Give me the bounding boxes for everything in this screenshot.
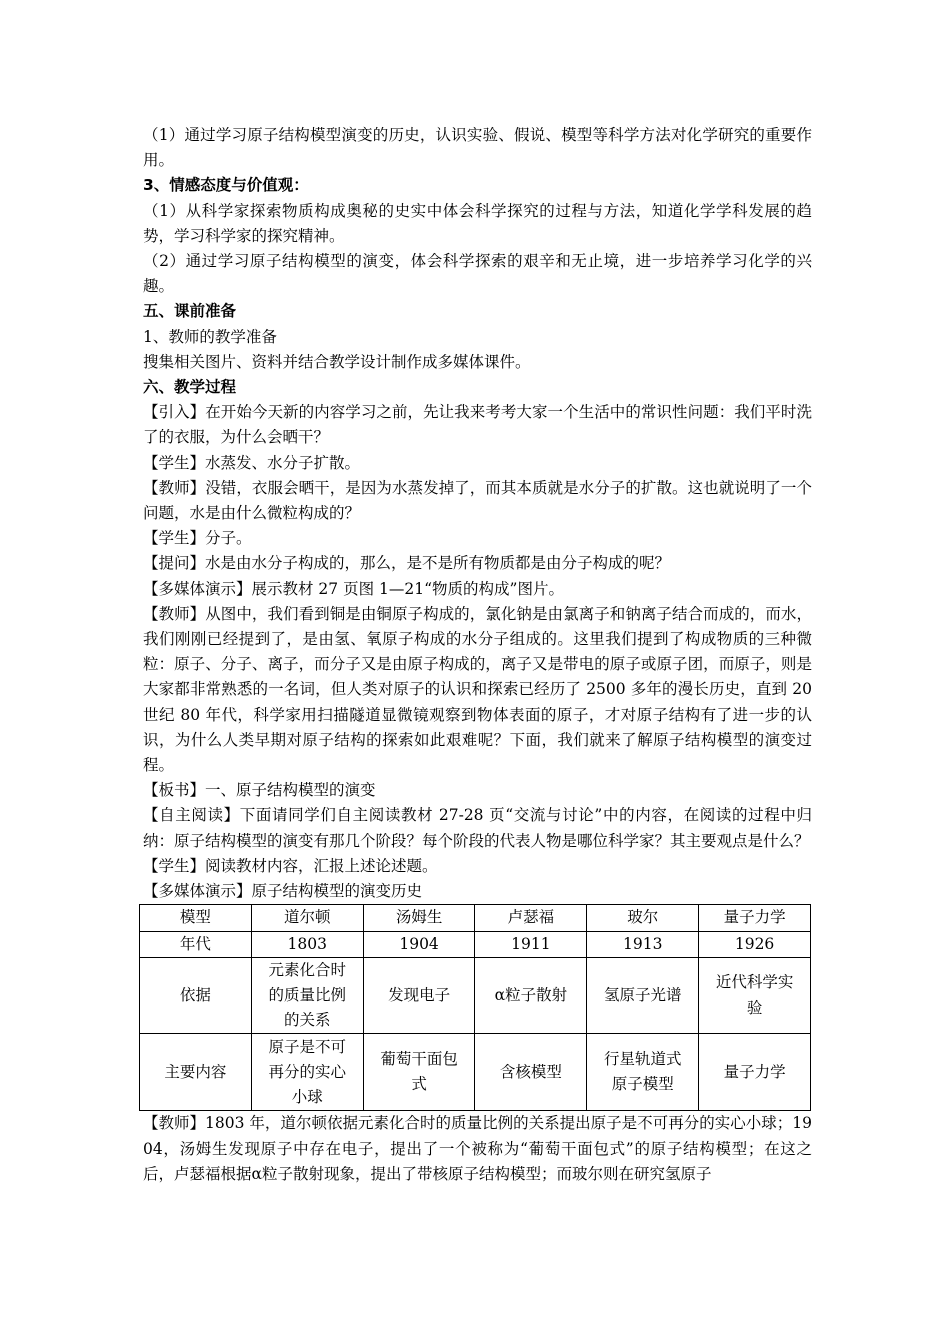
body-paragraph: 【自主阅读】下面请同学们自主阅读教材 27-28 页“交流与讨论”中的内容，在阅读的过程中归纳：原子结构模型的演变有那几个阶段？每个阶段的代表人物是哪位科学家？其主要观点是什么？ — [143, 806, 812, 850]
table-cell: 含核模型 — [475, 1034, 587, 1111]
document-page — [143, 123, 812, 1187]
body-paragraph: 【教师】1803 年，道尔顿依据元素化合时的质量比例的关系提出原子是不可再分的实心小球；1904，汤姆生发现原子中存在电子，提出了一个被称为“葡萄干面包式”的原子结构模型；在这之后，卢瑟福根据α粒子散射现象，提出了带核原子结构模型；而玻尔则在研究氢原子 — [143, 1114, 812, 1183]
table-row-header-cell: 主要内容 — [140, 1034, 252, 1111]
table-cell: 葡萄干面包式 — [363, 1034, 475, 1111]
body-paragraph: 【学生】阅读教材内容，汇报上述论述题。 — [143, 856, 438, 875]
table-cell: 氢原子光谱 — [587, 957, 699, 1034]
table-cell: 1911 — [475, 931, 587, 957]
paragraphs-after-table — [143, 1111, 812, 1187]
table-cell: 1803 — [251, 931, 363, 957]
table-row-header-cell: 模型 — [140, 905, 252, 931]
table-row — [140, 931, 811, 957]
section-heading: 六、教学过程 — [143, 378, 237, 397]
table-cell: 1904 — [363, 931, 475, 957]
table-row-header-cell: 年代 — [140, 931, 252, 957]
table-cell: 行星轨道式原子模型 — [587, 1034, 699, 1111]
atomic-model-history-table — [139, 904, 811, 1111]
table-row-header-cell: 依据 — [140, 957, 252, 1034]
table-cell: 量子力学 — [699, 905, 811, 931]
table-cell: 1913 — [587, 931, 699, 957]
table-cell: 发现电子 — [363, 957, 475, 1034]
table-cell: 汤姆生 — [363, 905, 475, 931]
body-paragraph: 【多媒体演示】原子结构模型的演变历史 — [143, 882, 423, 901]
body-paragraph: 【学生】水蒸发、水分子扩散。 — [143, 453, 361, 472]
body-paragraph: （1）从科学家探索物质构成奥秘的史实中体会科学探究的过程与方法，知道化学学科发展的趋势，学习科学家的探究精神。 — [143, 201, 812, 245]
body-paragraph: 【板书】一、原子结构模型的演变 — [143, 781, 376, 800]
body-paragraph: 【提问】水是由水分子构成的，那么，是不是所有物质都是由分子构成的呢？ — [143, 554, 671, 573]
body-paragraph: （2）通过学习原子结构模型的演变，体会科学探索的艰辛和无止境，进一步培养学习化学的兴趣。 — [143, 252, 812, 296]
body-paragraph: 【学生】分子。 — [143, 529, 252, 548]
table-cell: 玻尔 — [587, 905, 699, 931]
table-row — [140, 905, 811, 931]
table-cell: 元素化合时的质量比例的关系 — [251, 957, 363, 1034]
body-paragraph: 搜集相关图片、资料并结合教学设计制作成多媒体课件。 — [143, 352, 531, 371]
table-cell: α粒子散射 — [475, 957, 587, 1034]
section-heading: 3、情感态度与价值观： — [143, 176, 309, 195]
table-cell: 量子力学 — [699, 1034, 811, 1111]
table-cell: 近代科学实验 — [699, 957, 811, 1034]
body-paragraph: 【多媒体演示】展示教材 27 页图 1—21“物质的构成”图片。 — [143, 579, 564, 598]
table-cell: 道尔顿 — [251, 905, 363, 931]
body-paragraph: （1）通过学习原子结构模型演变的历史，认识实验、假说、模型等科学方法对化学研究的重要作用。 — [143, 126, 812, 170]
table-row — [140, 957, 811, 1034]
body-paragraph: 【引入】在开始今天新的内容学习之前，先让我来考考大家一个生活中的常识性问题：我们平时洗了的衣服，为什么会晒干？ — [143, 403, 812, 447]
body-paragraph: 1、教师的教学准备 — [143, 327, 277, 346]
table-cell: 1926 — [699, 931, 811, 957]
section-heading: 五、课前准备 — [143, 302, 237, 321]
paragraphs-before-table — [143, 123, 812, 904]
body-paragraph: 【教师】没错，衣服会晒干，是因为水蒸发掉了，而其本质就是水分子的扩散。这也就说明了一个问题，水是由什么微粒构成的？ — [143, 478, 812, 523]
body-paragraph: 【教师】从图中，我们看到铜是由铜原子构成的，氯化钠是由氯离子和钠离子结合而成的，而水，我们刚刚已经提到了，是由氢、氧原子构成的水分子组成的。这里我们提到了构成物质的三种微粒：原子、分子、离子，而分子又是由原子构成的，离子又是带电的原子或原子团，而原子，则是大家都非常熟悉的一名词，但人类对原子的认识和探索已经历了 2500 多年的漫长历史，直到 20 世纪 80 年代，科学家用扫描隧道显微镜观察到物体表面的原子，才对原子结构有了进一步的认识，为什么人类早期对原子结构的探索如此艰难呢？下面，我们就来了解原子结构模型的演变过程。 — [143, 604, 812, 775]
table-cell: 原子是不可再分的实心小球 — [251, 1034, 363, 1111]
table-cell: 卢瑟福 — [475, 905, 587, 931]
table-row — [140, 1034, 811, 1111]
